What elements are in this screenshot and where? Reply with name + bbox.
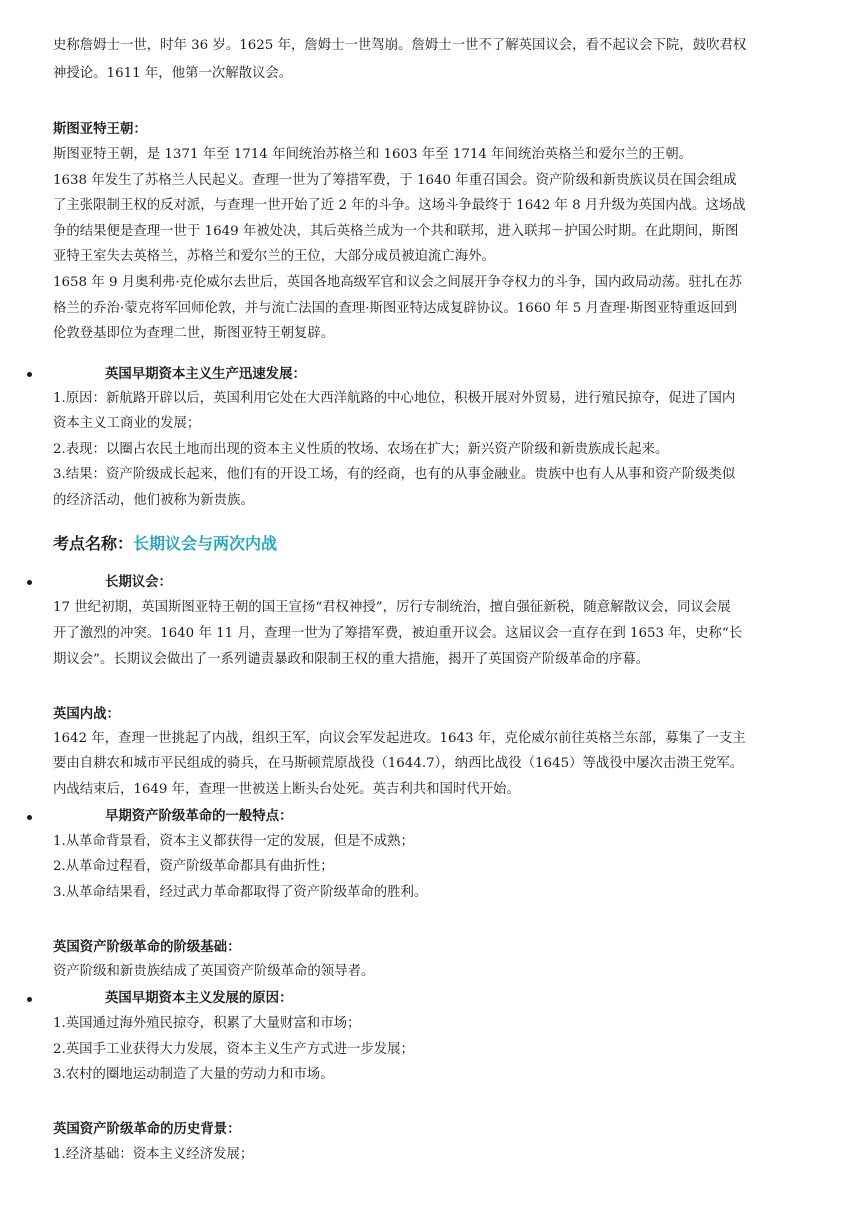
stuart-line: 格兰的乔治·蒙克将军回师伦敦，并与流亡法国的查理·斯图亚特达成复辟协议。1660 年 5 月查理·斯图亚特重返回到 — [53, 301, 738, 316]
stuart-line: 争的结果便是查理一世于 1649 年被处决，其后英格兰成为一个共和联邦，进入联邦－护国公时期。在此期间，斯图 — [53, 224, 739, 239]
kaodian-name: 长期议会与两次内战 — [133, 534, 278, 553]
background-heading: 英国资产阶级革命的历史背景： — [53, 1121, 241, 1137]
bullet-icon — [27, 815, 32, 820]
stuart-line: 斯图亚特王朝，是 1371 年至 1714 年间统治苏格兰和 1603 年至 1714 年间统治英格兰和爱尔兰的王朝。 — [53, 147, 693, 162]
features-heading: 早期资产阶级革命的一般特点： — [105, 808, 293, 824]
reasons-line: 3.农村的圈地运动制造了大量的劳动力和市场。 — [53, 1067, 334, 1082]
early-capitalism-line: 1.原因：新航路开辟以后，英国利用它处在大西洋航路的中心地位，积极开展对外贸易，进行殖民掠夺，促进了国内 — [53, 391, 736, 406]
reasons-heading: 英国早期资本主义发展的原因： — [105, 990, 293, 1006]
bullet-icon — [27, 372, 32, 377]
long-parliament-line: 开了激烈的冲突。1640 年 11 月，查理一世为了筹措军费，被迫重开议会。这届议会一直存在到 1653 年，史称“长 — [53, 626, 743, 641]
class-basis-line: 资产阶级和新贵族结成了英国资产阶级革命的领导者。 — [53, 964, 375, 979]
intro-line: 神授论。1611 年，他第一次解散议会。 — [53, 66, 293, 81]
stuart-line: 亚特王室失去英格兰，苏格兰和爱尔兰的王位，大部分成员被迫流亡海外。 — [53, 249, 495, 264]
early-capitalism-line: 2.表现：以圈占农民土地而出现的资本主义性质的牧场、农场在扩大；新兴资产阶级和新贵族成长起来。 — [53, 442, 669, 457]
stuart-line: 1658 年 9 月奥利弗·克伦威尔去世后，英国各地高级军官和议会之间展开争夺权力的斗争，国内政局动荡。驻扎在苏 — [53, 275, 742, 290]
stuart-heading: 斯图亚特王朝： — [53, 121, 147, 137]
intro-line: 史称詹姆士一世，时年 36 岁。1625 年，詹姆士一世驾崩。詹姆士一世不了解英国议会，看不起议会下院，鼓吹君权 — [53, 38, 747, 53]
reasons-line: 1.英国通过海外殖民掠夺，积累了大量财富和市场； — [53, 1016, 361, 1031]
reasons-line: 2.英国手工业获得大力发展，资本主义生产方式进一步发展； — [53, 1042, 414, 1057]
civil-war-line: 内战结束后，1649 年，查理一世被送上断头台处死。英吉利共和国时代开始。 — [53, 782, 520, 797]
early-capitalism-line: 3.结果：资产阶级成长起来，他们有的开设工场，有的经商，也有的从事金融业。贵族中也有人从事和资产阶级类似 — [53, 467, 736, 482]
stuart-line: 了主张限制王权的反对派，与查理一世开始了近 2 年的斗争。这场斗争最终于 1642 年 8 月升级为英国内战。这场战 — [53, 198, 746, 213]
early-capitalism-line: 的经济活动，他们被称为新贵族。 — [53, 493, 254, 508]
long-parliament-line: 期议会”。长期议会做出了一系列谴责暴政和限制王权的重大措施，揭开了英国资产阶级革命的序幕。 — [53, 652, 650, 667]
civil-war-heading: 英国内战： — [53, 706, 120, 722]
early-capitalism-heading: 英国早期资本主义生产迅速发展： — [105, 366, 306, 382]
kaodian-title — [53, 532, 277, 556]
features-line: 3.从革命结果看，经过武力革命都取得了资产阶级革命的胜利。 — [53, 885, 428, 900]
bullet-icon — [27, 997, 32, 1002]
long-parliament-line: 17 世纪初期，英国斯图亚特王朝的国王宣扬“君权神授”，厉行专制统治，擅自强征新税，随意解散议会，同议会展 — [53, 600, 731, 615]
bullet-icon — [27, 580, 32, 585]
features-line: 2.从革命过程看，资产阶级革命都具有曲折性； — [53, 859, 334, 874]
stuart-line: 伦敦登基即位为查理二世，斯图亚特王朝复辟。 — [53, 326, 335, 341]
civil-war-line: 要由自耕农和城市平民组成的骑兵，在马斯顿荒原战役（1644.7），纳西比战役（1645）等战役中屡次击溃王党军。 — [53, 756, 744, 771]
background-line: 1.经济基础：资本主义经济发展； — [53, 1147, 254, 1162]
stuart-line: 1638 年发生了苏格兰人民起义。查理一世为了筹措军费，于 1640 年重召国会。资产阶级和新贵族议员在国会组成 — [53, 173, 737, 188]
civil-war-line: 1642 年，查理一世挑起了内战，组织王军，向议会军发起进攻。1643 年，克伦威尔前往英格兰东部，募集了一支主 — [53, 731, 746, 746]
long-parliament-heading: 长期议会： — [105, 574, 172, 590]
early-capitalism-line: 资本主义工商业的发展； — [53, 416, 201, 431]
kaodian-prefix: 考点名称： — [53, 534, 134, 553]
features-line: 1.从革命背景看，资本主义都获得一定的发展，但是不成熟； — [53, 834, 414, 849]
class-basis-heading: 英国资产阶级革命的阶级基础： — [53, 939, 241, 955]
